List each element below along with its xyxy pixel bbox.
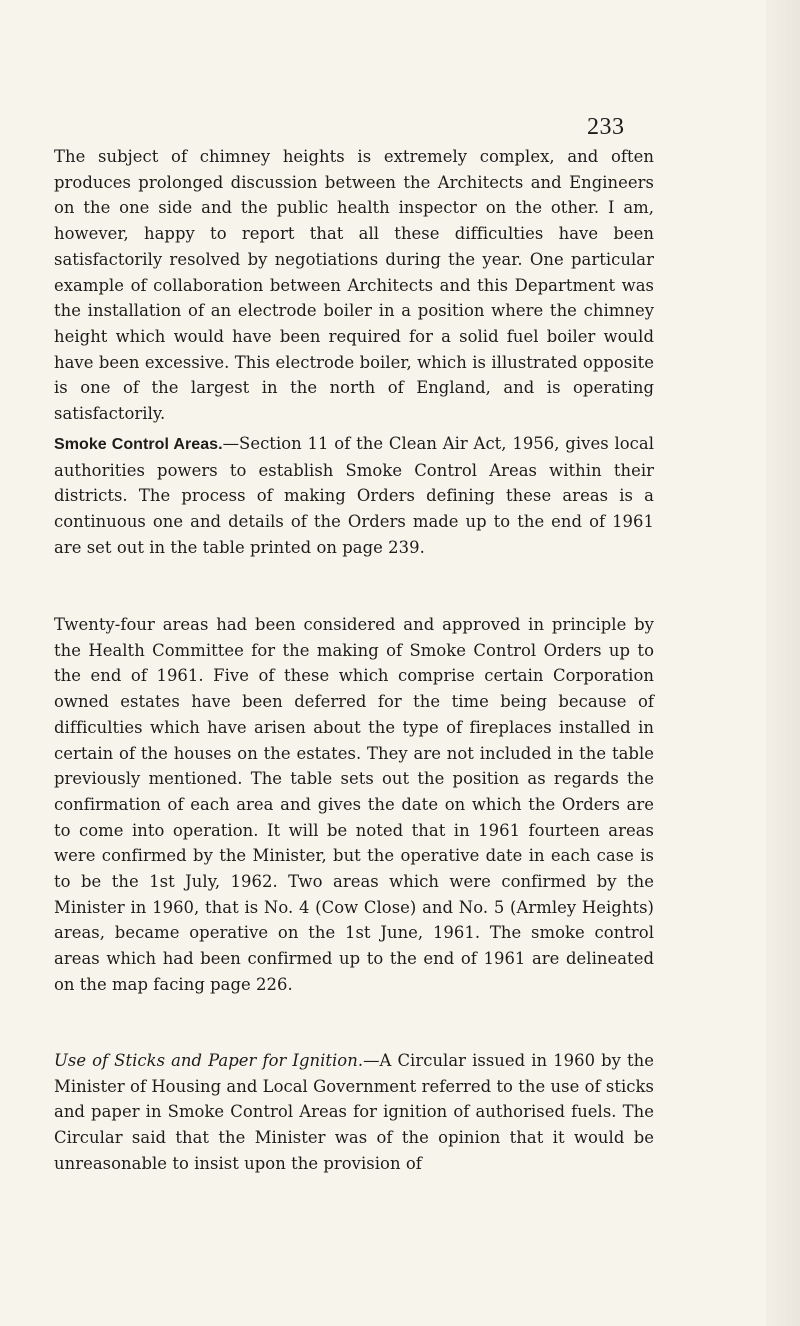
section-heading-sticks-and-paper: Use of Sticks and Paper for Ignition. bbox=[54, 1051, 364, 1070]
page-gutter-shadow bbox=[766, 0, 800, 1326]
page-number: 233 bbox=[587, 114, 625, 140]
paragraph-chimney-heights bbox=[54, 144, 654, 427]
paragraph-body: —A Circular issued in 1960 by the Minister of Housing and Local Government referred to the use of sticks and paper in Smoke Control Areas for ignition of authorised fuels. The Circular said that the Minister was of the opinion that it would be unreasonable to insist upon the provision of bbox=[54, 1051, 654, 1173]
paragraph-smoke-control-areas bbox=[54, 431, 654, 561]
paragraph-body: Twenty-four areas had been considered and approved in principle by the Health Committee for the making of Smoke Control Orders up to the end of 1961. Five of these which comprise certain Corporation owned estates have been deferred for the time being because of difficulties which have arisen about the type of fireplaces installed in certain of the houses on the estates. They are not included in the table previously mentioned. The table sets out the position as regards the confirmation of each area and gives the date on which the Orders are to come into operation. It will be noted that in 1961 fourteen areas were confirmed by the Minister, but the operative date in each case is to be the 1st July, 1962. Two areas which were confirmed by the Minister in 1960, that is No. 4 (Cow Close) and No. 5 (Armley Heights) areas, became operative on the 1st June, 1961. The smoke control areas which had been confirmed up to the end of 1961 are delineated on the map facing page 226. bbox=[54, 615, 654, 994]
paragraph-body: The subject of chimney heights is extremely complex, and often produces prolonged discussion between the Architects and Engineers on the one side and the public health inspector on the other. I am, however, happy to report that all these difficulties have been satisfactorily resolved by negotiations during the year. One particular example of collaboration between Architects and this Department was the installation of an electrode boiler in a position where the chimney height which would have been required for a solid fuel boiler would have been excessive. This electrode boiler, which is illustrated opposite is one of the largest in the north of England, and is operating satisfactorily. bbox=[54, 147, 654, 424]
paragraph-twenty-four-areas bbox=[54, 612, 654, 998]
paragraph-sticks-and-paper bbox=[54, 1048, 654, 1177]
paragraph-body: —Section 11 of the Clean Air Act, 1956, gives local authorities powers to establish Smoke Control Areas within their districts. The process of making Orders defining these areas is a continuous one and details of the Orders made up to the end of 1961 are set out in the table printed on page 239. bbox=[54, 434, 654, 557]
section-heading-smoke-control-areas: Smoke Control Areas. bbox=[54, 436, 223, 453]
